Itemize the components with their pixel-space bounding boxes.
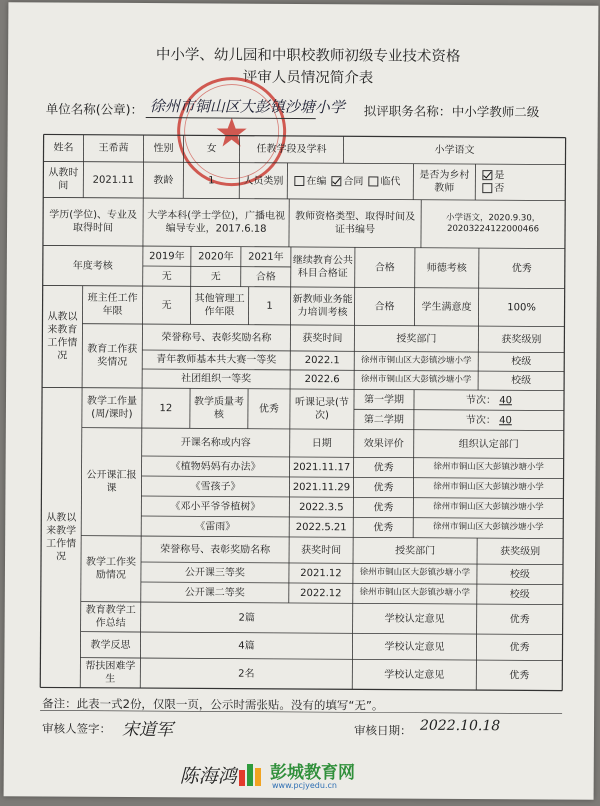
edu-award-date: 2022.6 [290,370,354,389]
staff-type-checkbox[interactable] [294,175,304,185]
form-paper [4,2,599,800]
workload-label: 教学工作量(周/课时) [82,388,142,428]
reflection-opinion: 优秀 [476,634,562,661]
position-label: 拟评职务名称： [364,101,452,120]
edu-award-name: 社团组织一等奖 [142,369,290,389]
teach-award-level: 校级 [477,584,563,605]
watermark [232,756,382,796]
term1-value: 40 [499,394,512,407]
open-lesson-eval: 优秀 [353,517,413,537]
open-lesson-title: 《雷雨》 [141,516,289,537]
edu-awards-label: 教育工作获奖情况 [82,324,142,388]
reflection-value: 4篇 [140,632,352,659]
help-students-value: 2名 [140,658,352,689]
watermark-name: 彭城教育网 [270,758,355,783]
teach-award-dept: 徐州市铜山区大彭镇沙塘小学 [353,583,477,604]
assessment-year-3: 2021年 [241,247,291,267]
open-header-title: 开课名称或内容 [142,428,290,457]
staff-type-checkbox[interactable] [331,176,341,186]
summary-opinion: 优秀 [477,604,563,635]
open-lesson-dept: 徐州市铜山区大彭镇沙塘小学 [413,518,563,539]
unit-label: 单位名称(公章)： [46,99,143,118]
rural-option-label: 否 [494,183,504,194]
open-lesson-eval: 优秀 [354,457,414,477]
open-header-date: 日期 [290,429,354,457]
rural-label: 是否为乡村教师 [413,164,475,200]
open-header-dept: 组织认定部门 [414,430,564,459]
teach-awards-header-level: 获奖级别 [477,538,563,565]
workload-value: 12 [142,388,190,428]
watermark-url: www.pcjyedu.cn [272,781,337,790]
education-value: 大学本科(学士学位)，广播电视编导专业，2017.6.18 [143,198,289,247]
edu-awards-header-name: 荣誉称号、表彰奖励名称 [142,324,290,351]
edu-award-level: 校级 [478,371,564,391]
reflection-label: 教学反思 [80,632,140,658]
reviewer-label: 审核人签字： [42,720,111,736]
section2-label: 从教以来教学工作情况 [40,387,82,687]
ethics-value: 优秀 [479,248,565,289]
reviewer-signature: 宋道军 [122,715,173,740]
subject-label: 任教学段及学科 [239,136,343,164]
start-label: 从教时间 [43,161,83,197]
edu-awards-header-level: 获奖级别 [478,326,564,353]
watermark-logo-icon [236,760,266,790]
cont-edu-label: 继续教育公共科目合格证 [291,247,355,287]
staff-type-option[interactable] [289,174,326,187]
teach-award-name: 公开课三等奖 [141,562,289,583]
open-lesson-dept: 徐州市铜山区大彭镇沙塘小学 [414,458,564,479]
reflection-opinion-label: 学校认定意见 [352,633,476,660]
edu-awards-header-date: 获奖时间 [290,325,354,351]
gender-value: 女 [183,135,239,162]
rural-option[interactable] [477,169,504,182]
rural-option[interactable] [477,182,504,195]
open-lessons-label: 公开课汇报课 [81,428,142,536]
open-lesson-date: 2021.11.17 [290,457,354,477]
extra-signature: 陈海鸿 [180,761,237,788]
summary-opinion-label: 学校认定意见 [353,603,477,634]
head-teacher-label: 班主任工作年限 [82,286,142,324]
open-lesson-eval: 优秀 [353,477,413,497]
type-label: 人员类别 [239,163,287,199]
name-value: 王希茜 [83,135,143,162]
gender-label: 性别 [143,135,183,162]
type-options[interactable] [287,163,413,200]
assessment-result-1: 无 [143,266,191,286]
years-label: 教龄 [143,162,183,198]
term2-label: 第二学期 [354,409,414,429]
teach-awards-header-name: 荣誉称号、表彰奖励名称 [141,536,289,563]
edu-award-date: 2022.1 [290,351,354,370]
rural-checkbox[interactable] [482,183,492,193]
staff-type-option-label: 合同 [343,176,363,187]
form-subtitle: 评审人员情况简介表 [8,64,600,89]
open-lesson-dept: 徐州市铜山区大彭镇沙塘小学 [413,498,563,519]
edu-awards-header-dept: 授奖部门 [354,325,478,352]
teach-award-level: 校级 [477,564,563,585]
teach-awards-header-dept: 授奖部门 [353,537,477,564]
edu-award-level: 校级 [478,352,564,372]
ethics-label: 师德考核 [415,248,479,288]
satisfaction-label: 学生满意度 [414,288,478,326]
open-lesson-date: 2022.5.21 [289,517,353,537]
rural-options[interactable] [475,164,565,201]
years-value: 1 [183,162,239,198]
assessment-year-1: 2019年 [143,246,191,266]
staff-type-option-label: 临代 [380,176,400,187]
open-lesson-date: 2021.11.29 [289,477,353,497]
cert-label: 教师资格类型、取得时间及证书编号 [289,199,421,248]
subject-value: 小学语文 [343,136,565,164]
footnote: 备注：此表一式2份，仅限一页，公示时需张贴。没有的填写“无”。 [42,695,383,713]
open-lesson-title: 《植物妈妈有办法》 [142,456,290,477]
unit-value: 徐州市铜山区大彭镇沙塘小学 [150,95,345,117]
teach-award-date: 2021.12 [289,563,353,583]
quality-value: 优秀 [248,389,290,429]
position-value: 中小学教师二级 [452,102,540,121]
teach-award-dept: 徐州市铜山区大彭镇沙塘小学 [353,563,477,584]
other-mgmt-value: 1 [248,287,290,325]
assessment-year-2: 2020年 [191,246,241,266]
edu-award-name: 青年教师基本共大赛一等奖 [142,350,290,370]
staff-type-option-label: 在编 [306,176,326,187]
section1-label: 从教以来教育工作情况 [42,285,83,387]
review-date-value: 2022.10.18 [420,718,500,734]
edu-award-dept: 徐州市铜山区大彭镇沙塘小学 [354,351,478,371]
rural-option-label: 是 [494,170,504,181]
term1-sessions: 节次： 40 [414,390,564,411]
other-mgmt-label: 其他管理工作年限 [190,286,248,324]
new-teacher-label: 新教师业务能力培训考核 [290,287,354,325]
start-value: 2021.11 [83,162,143,198]
review-date-label: 审核日期： [354,722,412,738]
teach-award-date: 2022.12 [289,583,353,603]
open-lesson-dept: 徐州市铜山区大彭镇沙塘小学 [413,478,563,499]
open-lesson-eval: 优秀 [353,497,413,517]
staff-type-checkbox[interactable] [368,176,378,186]
term2-value: 40 [499,414,512,427]
open-lesson-title: 《邓小平爷爷植树》 [141,496,289,517]
head-teacher-value: 无 [142,286,190,324]
summary-value: 2篇 [141,602,353,633]
name-label: 姓名 [43,134,83,161]
edu-award-dept: 徐州市铜山区大彭镇沙塘小学 [354,370,478,390]
assessment-result-3: 合格 [241,267,291,287]
assessment-result-2: 无 [191,266,241,286]
cert-value: 小学语文，2020.9.30，20203224122000466 [421,200,565,249]
staff-type-option[interactable] [363,175,400,188]
staff-type-option[interactable] [326,175,363,188]
education-label: 学历(学位)、专业及取得时间 [43,197,143,246]
teach-awards-label: 教学工作奖励情况 [81,536,141,602]
summary-label: 教育教学工作总结 [81,602,141,632]
open-header-eval: 效果评价 [354,429,414,457]
listen-label: 听课记录(节次) [290,389,354,429]
form-title: 中小学、幼儿园和中职校教师初级专业技术资格 [8,42,600,67]
cont-edu-value: 合格 [355,247,415,287]
term1-label: 第一学期 [354,389,414,409]
assessment-label: 年度考核 [43,245,143,286]
help-opinion: 优秀 [476,660,562,691]
quality-label: 教学质量考核 [190,388,248,428]
open-lesson-title: 《雪孩子》 [141,476,289,497]
rural-checkbox[interactable] [482,170,492,180]
help-opinion-label: 学校认定意见 [352,659,476,690]
open-lesson-date: 2022.3.5 [289,497,353,517]
new-teacher-value: 合格 [354,287,414,325]
term2-sessions: 节次： 40 [414,410,564,431]
satisfaction-value: 100% [478,288,564,327]
help-students-label: 帮扶困难学生 [80,658,140,688]
teach-award-name: 公开课二等奖 [141,582,289,603]
teach-awards-header-date: 获奖时间 [289,537,353,563]
